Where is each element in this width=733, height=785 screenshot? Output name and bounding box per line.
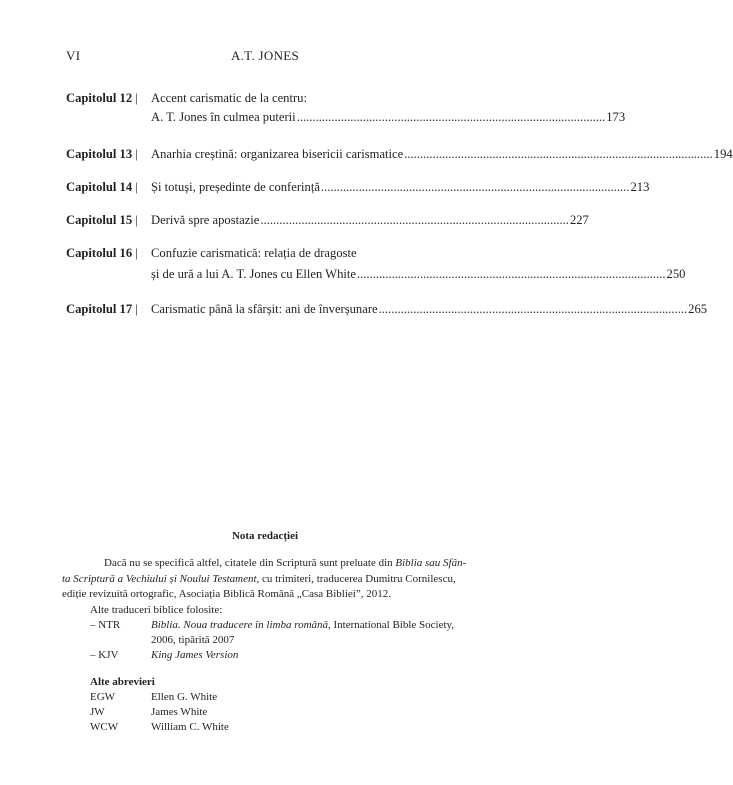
toc-chapter-label: Capitolul 15 | xyxy=(66,213,138,227)
toc-entry[interactable] xyxy=(66,179,650,199)
other-translations-title: Alte traduceri biblice folosite: xyxy=(90,604,223,616)
toc-entry[interactable] xyxy=(66,90,626,130)
translation-ntr-desc-cont: 2006, tipărită 2007 xyxy=(151,634,235,646)
toc-entry-title-cont: și de ură a lui A. T. Jones cu Ellen White .................................................................................................. 250 xyxy=(151,267,686,281)
translation-kjv-desc: King James Version xyxy=(151,649,239,661)
toc-entry-title: Anarhia creștină: organizarea bisericii carismatice .................................................................................................. 194 xyxy=(151,147,733,161)
toc-chapter-label: Capitolul 16 | xyxy=(66,246,138,260)
toc-entry[interactable] xyxy=(66,301,708,321)
toc-chapter-label: Capitolul 12 | xyxy=(66,91,138,105)
abbr-jw: JW xyxy=(90,706,105,718)
toc-entry-title: Derivă spre apostazie .................................................................................................. 227 xyxy=(151,213,589,227)
page-number: VI xyxy=(66,48,81,63)
abbr-wcw: WCW xyxy=(90,721,119,733)
toc-page-number: 194 xyxy=(713,147,733,161)
toc-page-number: 227 xyxy=(569,213,589,227)
toc-page-number: 250 xyxy=(666,267,686,281)
toc-entry[interactable] xyxy=(66,212,589,232)
toc-chapter-label: Capitolul 13 | xyxy=(66,147,138,161)
toc-entry[interactable] xyxy=(66,245,686,285)
toc-page-number: 173 xyxy=(606,110,626,124)
note-title: Nota redacției xyxy=(231,530,299,542)
toc-entry-title: Accent carismatic de la centru: xyxy=(151,91,307,105)
abbr-jw-full: James White xyxy=(151,706,208,718)
note-paragraph-line: ediție revizuită ortografic, Asociația Biblică Română „Casa Bibliei”, 2012. xyxy=(62,588,391,601)
running-header-author: A.T. JONES xyxy=(230,48,300,63)
abbr-egw: EGW xyxy=(90,691,116,703)
translation-ntr-desc: Biblia. Noua traducere în limba română, International Bible Society, xyxy=(151,619,455,631)
abbr-wcw-full: William C. White xyxy=(151,721,229,733)
toc-chapter-label: Capitolul 17 | xyxy=(66,302,138,316)
translation-kjv-abbr: – KJV xyxy=(90,649,119,661)
toc-entry-title: Confuzie carismatică: relația de dragoste xyxy=(151,246,357,260)
toc-entry-title: Și totuși, președinte de conferință .................................................................................................. 213 xyxy=(151,180,650,194)
translation-ntr-abbr: – NTR xyxy=(90,619,121,631)
toc-page-number: 213 xyxy=(630,180,650,194)
toc-entry-title-cont: A. T. Jones în culmea puterii .................................................................................................. 173 xyxy=(151,110,626,124)
toc-page-number: 265 xyxy=(688,302,708,316)
toc-chapter-label: Capitolul 14 | xyxy=(66,180,138,194)
note-paragraph-line: ta Scriptură a Vechiului și Noului Testament, cu trimiteri, traducerea Dumitru Cornilescu, xyxy=(62,572,456,585)
toc-entry-title: Carismatic până la sfârșit: ani de înverșunare .................................................................................................. 265 xyxy=(151,302,708,316)
note-paragraph xyxy=(62,556,467,603)
note-paragraph-line: Dacă nu se specifică altfel, citatele din Scriptură sunt preluate din Biblia sau Sfân- xyxy=(104,557,467,569)
abbreviations-title: Alte abrevieri xyxy=(90,676,155,688)
abbr-egw-full: Ellen G. White xyxy=(151,691,218,703)
toc-entry[interactable] xyxy=(66,146,733,166)
